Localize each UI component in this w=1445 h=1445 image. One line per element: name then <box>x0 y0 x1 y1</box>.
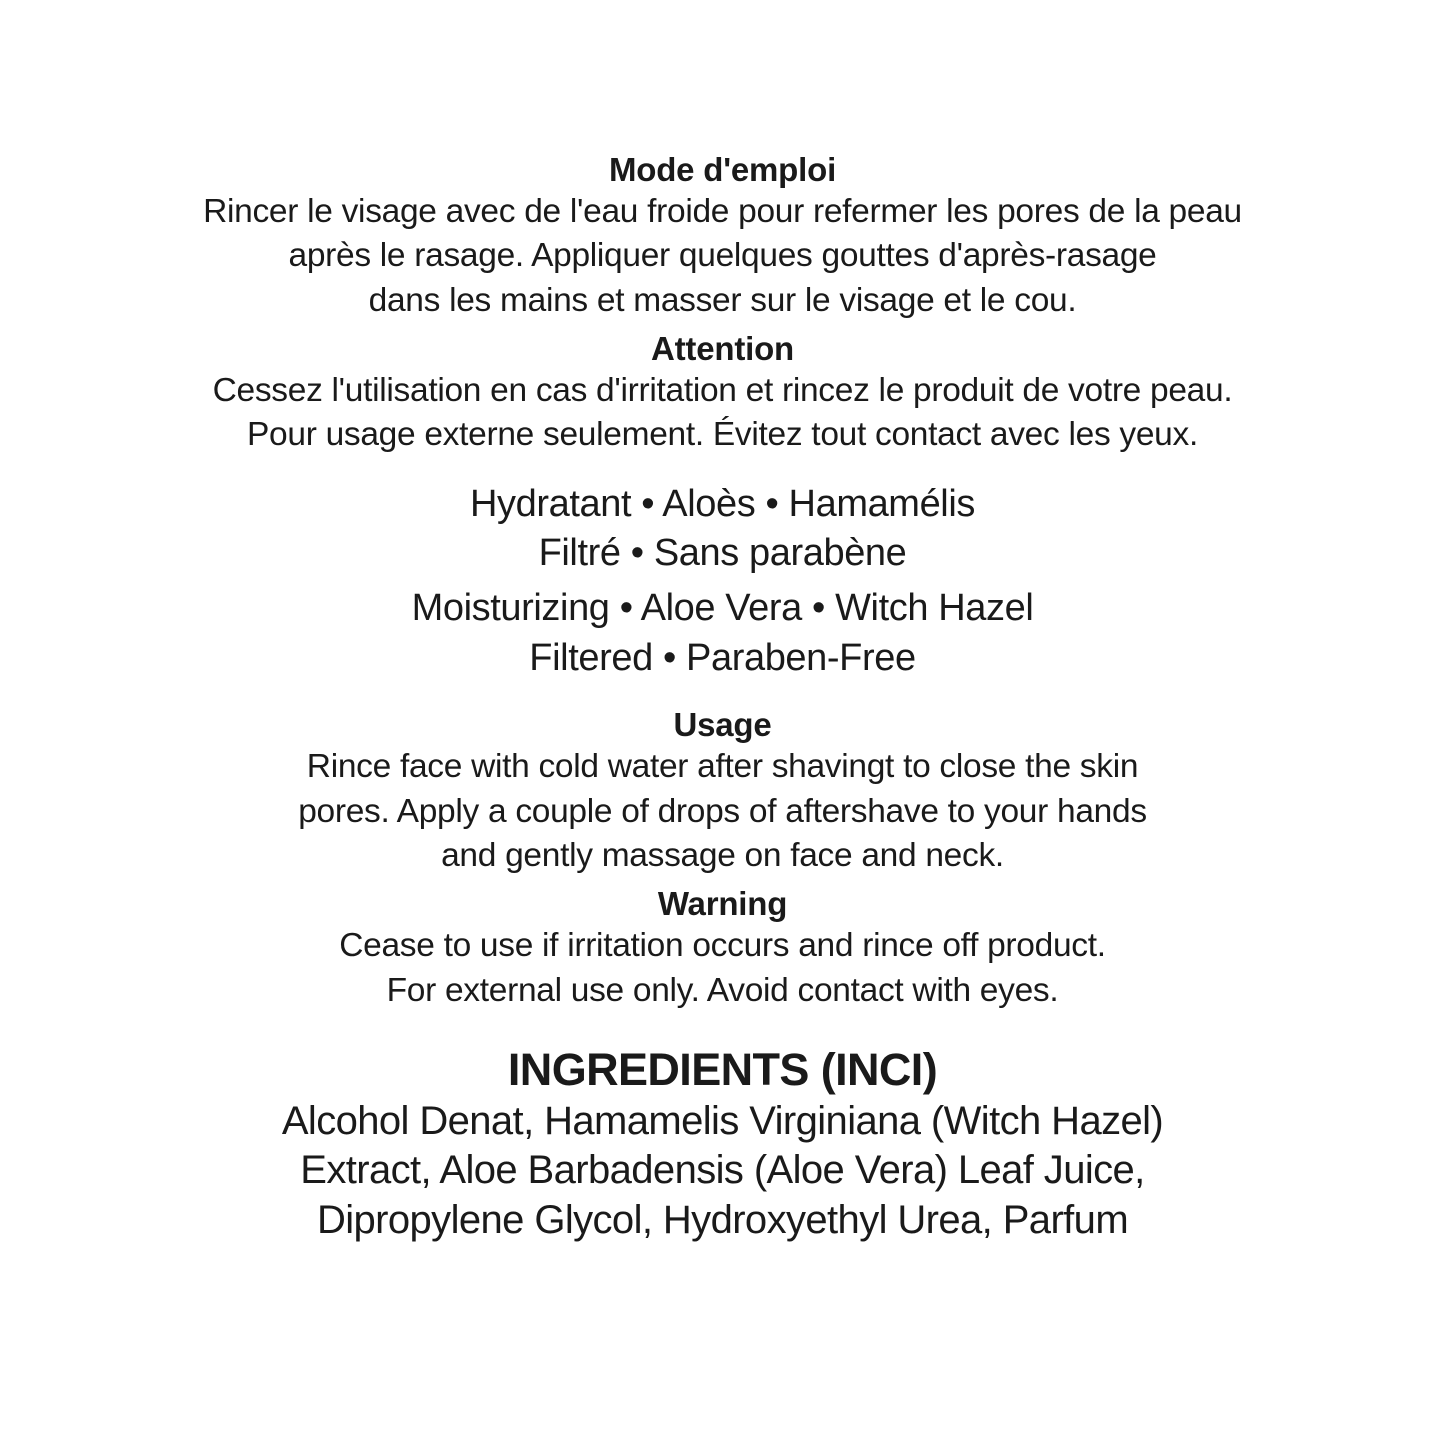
feature-line: Filtered • Paraben-Free <box>529 636 916 679</box>
section-body-line: Rince face with cold water after shavingt to close the skin <box>306 748 1139 786</box>
section-heading: Mode d'emploi <box>608 151 837 188</box>
section-attention <box>110 329 1335 458</box>
section-body-line: après le rasage. Appliquer quelques gouttes d'après-rasage <box>288 237 1157 275</box>
section-body-line: Pour usage externe seulement. Évitez tout contact avec les yeux. <box>247 416 1198 454</box>
feature-line: Filtré • Sans parabène <box>538 531 907 574</box>
section-body-line: Cessez l'utilisation en cas d'irritation et rincez le produit de votre peau. <box>212 372 1233 410</box>
section-heading: Usage <box>673 706 772 744</box>
section-heading: Warning <box>657 885 788 923</box>
section-warning <box>110 884 1335 1013</box>
section-body-line: dans les mains et masser sur le visage et le cou. <box>368 281 1077 319</box>
section-body-line: Cease to use if irritation occurs and rince off product. <box>339 927 1106 965</box>
ingredients-line: Extract, Aloe Barbadensis (Aloe Vera) Leaf Juice, <box>300 1148 1145 1193</box>
ingredients-line: Dipropylene Glycol, Hydroxyethyl Urea, Parfum <box>316 1197 1129 1242</box>
ingredients-heading: INGREDIENTS (INCI) <box>507 1043 938 1095</box>
section-ingredients <box>110 1043 1335 1246</box>
feature-line: Moisturizing • Aloe Vera • Witch Hazel <box>411 587 1034 630</box>
section-body-line: and gently massage on face and neck. <box>441 836 1004 874</box>
ingredients-line: Alcohol Denat, Hamamelis Virginiana (Witch Hazel) <box>281 1098 1164 1143</box>
section-body-line: Rincer le visage avec de l'eau froide pour refermer les pores de la peau <box>203 193 1242 231</box>
section-mode-demploi <box>110 150 1335 323</box>
features-english <box>110 584 1335 683</box>
section-body-line: For external use only. Avoid contact with eyes. <box>386 971 1059 1009</box>
features-french <box>110 480 1335 579</box>
section-body-line: pores. Apply a couple of drops of aftershave to your hands <box>298 792 1147 830</box>
section-heading: Attention <box>651 329 794 367</box>
section-usage <box>110 705 1335 878</box>
feature-line: Hydratant • Aloès • Hamamélis <box>470 482 975 525</box>
